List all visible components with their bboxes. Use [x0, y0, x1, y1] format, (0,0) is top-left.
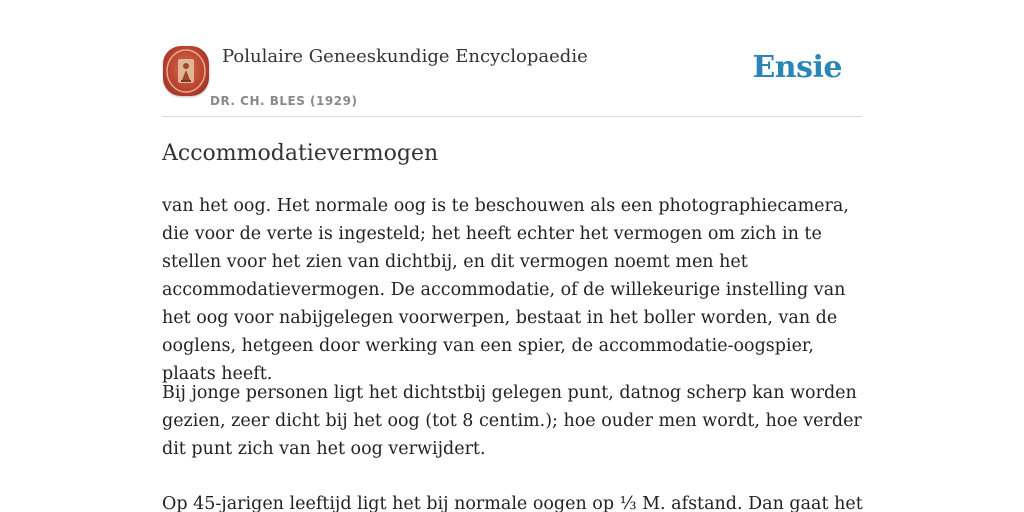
article-paragraph: van het oog. Het normale oog is te beschouwen als een photographiecamera, die voor de verte is ingesteld; het heeft echter het vermogen om zich in te stellen voor het zien van dichtbij, en dit vermogen noemt men het accommodatievermogen. De accommodatie, of de willekeurige instelling van het oog voor nabijgelegen voorwerpen, bestaat in het boller worden, van de ooglens, hetgeen door werking van een spier, de accommodatie-oogspier, plaats heeft.: [162, 196, 849, 384]
site-logo[interactable]: Ensie: [752, 50, 842, 85]
book-cover-icon[interactable]: [163, 46, 209, 96]
article-paragraph: Op 45-jarigen leeftijd ligt het bij normale oogen op ⅓ M. afstand. Dan gaat het: [162, 494, 863, 512]
book-title[interactable]: Polulaire Geneeskundige Encyclopaedie: [222, 46, 588, 67]
page: [162, 0, 863, 512]
header: [162, 0, 862, 117]
article-title: Accommodatievermogen: [162, 141, 439, 166]
book-author: DR. CH. BLES (1929): [210, 94, 358, 108]
article-paragraph: Bij jonge personen ligt het dichtstbij gelegen punt, datnog scherp kan worden gezien, zeer dicht bij het oog (tot 8 centim.); hoe ouder men wordt, hoe verder dit punt zich van het oog verwijdert.: [162, 383, 862, 459]
